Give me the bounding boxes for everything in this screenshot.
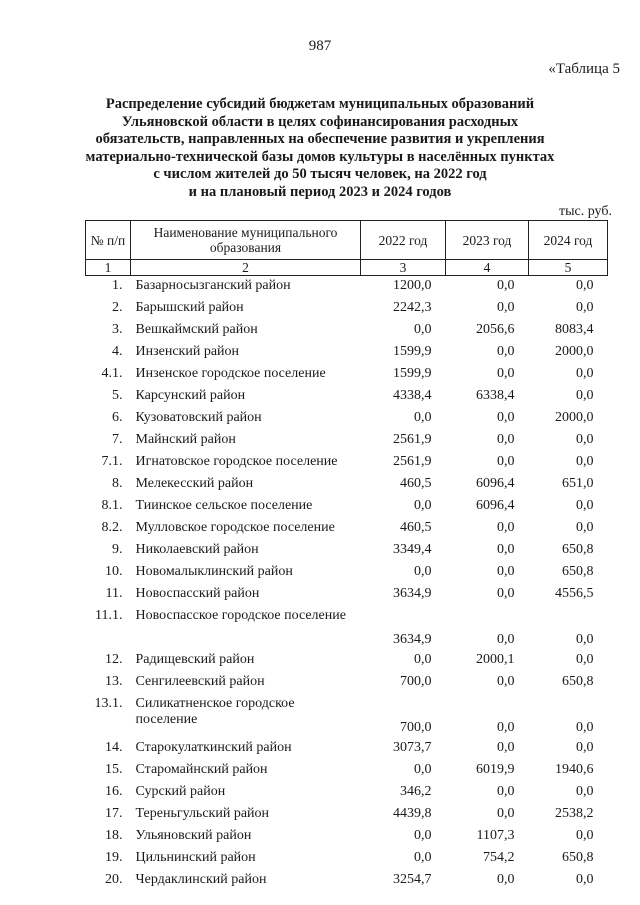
- value-2024: 0,0: [576, 432, 594, 447]
- municipality-name: Старокулаткинский район: [135, 740, 292, 755]
- table-row: [86, 870, 608, 892]
- row-number: 11.1.: [95, 608, 123, 623]
- value-2023: 0,0: [497, 520, 515, 535]
- value-2023: 1107,3: [476, 828, 515, 843]
- municipality-name: Николаевский район: [135, 542, 259, 557]
- value-2024: 0,0: [576, 828, 594, 843]
- title-line: и на плановый период 2023 и 2024 годов: [188, 183, 452, 200]
- value-2022: 3634,9: [393, 586, 432, 601]
- value-2022: 3254,7: [393, 872, 432, 887]
- row-number: 7.1.: [101, 454, 123, 469]
- value-2022: 1599,9: [393, 344, 432, 359]
- municipality-name: Мелекесский район: [135, 476, 254, 491]
- value-2023: 0,0: [497, 720, 515, 735]
- page-number: 987: [308, 38, 332, 54]
- row-number: 13.: [105, 674, 123, 689]
- municipality-name: Новоспасское городское поселение: [135, 608, 346, 623]
- value-2023: 0,0: [497, 740, 515, 755]
- municipality-name: Игнатовское городское поселение: [135, 454, 338, 469]
- value-2022: 2242,3: [393, 300, 432, 315]
- table-row: [86, 276, 608, 299]
- table-title: [60, 96, 580, 202]
- value-2024: 650,8: [562, 674, 594, 689]
- value-2024: 0,0: [576, 278, 594, 293]
- value-2022: 0,0: [414, 564, 432, 579]
- municipality-name: Барышский район: [135, 300, 244, 315]
- value-2022: 460,5: [400, 476, 432, 491]
- value-2022: 2561,9: [393, 432, 432, 447]
- value-2024: 0,0: [576, 498, 594, 513]
- value-2024: 0,0: [576, 720, 594, 735]
- header-row: [86, 221, 608, 260]
- table-row: [86, 430, 608, 452]
- row-number: 12.: [105, 652, 123, 667]
- value-2022: 3349,4: [393, 542, 432, 557]
- value-2022: 0,0: [414, 850, 432, 865]
- title-line: обязательств, направленных на обеспечение развития и укрепления: [95, 131, 545, 148]
- value-2022: 0,0: [414, 410, 432, 425]
- value-2023: 0,0: [497, 366, 515, 381]
- municipality-name: Майнский район: [135, 432, 236, 447]
- value-2024: 1940,6: [555, 762, 594, 777]
- table-row: [86, 540, 608, 562]
- value-2022: 0,0: [414, 498, 432, 513]
- value-2023: 0,0: [497, 344, 515, 359]
- row-number: 10.: [105, 564, 123, 579]
- municipality-name: Вешкаймский район: [135, 322, 258, 337]
- row-number: 9.: [112, 542, 123, 557]
- table-row: [86, 386, 608, 408]
- value-2024: 0,0: [576, 388, 594, 403]
- title-line: Распределение субсидий бюджетам муниципальных образований: [105, 96, 535, 112]
- value-2023: 0,0: [497, 432, 515, 447]
- row-number: 4.1.: [101, 366, 123, 381]
- header-name: Наименование муниципального образования: [131, 221, 361, 260]
- municipality-name: Старомайнский район: [135, 762, 268, 777]
- table-row: [86, 320, 608, 342]
- value-2022: 0,0: [414, 828, 432, 843]
- value-2023: 2000,1: [476, 652, 515, 667]
- table-label: «Таблица 5: [548, 61, 620, 77]
- row-number: 2.: [112, 300, 123, 315]
- municipality-name: Новомалыклинский район: [135, 564, 293, 579]
- value-2022: 4338,4: [393, 388, 432, 403]
- value-2023: 0,0: [497, 410, 515, 425]
- column-number: 4: [446, 260, 529, 276]
- row-number: 17.: [105, 806, 123, 821]
- row-number: 8.1.: [101, 498, 123, 513]
- value-2024: 0,0: [576, 454, 594, 469]
- table-row: [86, 342, 608, 364]
- table-row: [86, 408, 608, 430]
- table-row: [86, 760, 608, 782]
- value-2023: 6019,9: [476, 762, 515, 777]
- value-2023: 6338,4: [476, 388, 515, 403]
- value-2024: 0,0: [576, 652, 594, 667]
- municipality-name: Тиинское сельское поселение: [135, 498, 313, 513]
- value-2024: 650,8: [562, 542, 594, 557]
- value-2022: 700,0: [400, 720, 432, 735]
- row-number: 11.: [105, 586, 123, 601]
- table-row: [86, 452, 608, 474]
- value-2024: 4556,5: [555, 586, 594, 601]
- column-number: 3: [361, 260, 446, 276]
- value-2024: 0,0: [576, 740, 594, 755]
- municipality-name: Мулловское городское поселение: [135, 520, 335, 535]
- column-number: 5: [529, 260, 608, 276]
- municipality-name: Новоспасский район: [135, 586, 260, 601]
- value-2023: 6096,4: [476, 498, 515, 513]
- municipality-name: Чердаклинский район: [135, 872, 267, 887]
- value-2022: 346,2: [400, 784, 432, 799]
- title-line: Ульяновской области в целях софинансирования расходных: [121, 113, 519, 130]
- value-2022: 1200,0: [393, 278, 432, 293]
- table-row: [86, 298, 608, 320]
- title-line: материально-технической базы домов культуры в населённых пунктах: [85, 148, 555, 165]
- value-2024: 0,0: [576, 872, 594, 887]
- header-num: № п/п: [86, 221, 131, 260]
- column-number: 2: [131, 260, 361, 276]
- value-2022: 700,0: [400, 674, 432, 689]
- value-2024: 650,8: [562, 564, 594, 579]
- table-row: [86, 496, 608, 518]
- table-row: [86, 474, 608, 496]
- row-number: 7.: [112, 432, 123, 447]
- municipality-name: Радищевский район: [135, 652, 255, 667]
- table-row: [86, 782, 608, 804]
- row-number: 5.: [112, 388, 123, 403]
- header-2023: 2023 год: [446, 221, 529, 260]
- municipality-name: Кузоватовский район: [135, 410, 262, 425]
- municipality-name: Тереньгульский район: [135, 806, 270, 821]
- value-2022: 0,0: [414, 652, 432, 667]
- column-number-row: [86, 260, 608, 276]
- value-2023: 0,0: [497, 454, 515, 469]
- value-2024: 0,0: [576, 784, 594, 799]
- value-2023: 0,0: [497, 586, 515, 601]
- value-2023: 0,0: [497, 564, 515, 579]
- value-2022: 4439,8: [393, 806, 432, 821]
- row-number: 3.: [112, 322, 123, 337]
- value-2022: 3073,7: [393, 740, 432, 755]
- municipality-name: Карсунский район: [135, 388, 246, 403]
- municipality-name: Цильнинский район: [135, 850, 256, 865]
- table-row: [86, 672, 608, 694]
- units-label: тыс. руб.: [559, 204, 612, 219]
- value-2024: 0,0: [576, 300, 594, 315]
- value-2023: 0,0: [497, 806, 515, 821]
- value-2022: 3634,9: [393, 632, 432, 647]
- table-row: [86, 738, 608, 760]
- table-row: [86, 804, 608, 826]
- value-2022: 1599,9: [393, 366, 432, 381]
- value-2024: 0,0: [576, 520, 594, 535]
- value-2024: 2000,0: [555, 344, 594, 359]
- table-row: [86, 584, 608, 606]
- row-number: 8.2.: [101, 520, 123, 535]
- municipality-name: Сенгилеевский район: [135, 674, 265, 689]
- table-row: [86, 848, 608, 870]
- municipality-name: Инзенское городское поселение: [135, 366, 326, 381]
- row-number: 19.: [105, 850, 123, 865]
- row-number: 4.: [112, 344, 123, 359]
- value-2024: 650,8: [562, 850, 594, 865]
- value-2023: 0,0: [497, 872, 515, 887]
- value-2022: 2561,9: [393, 454, 432, 469]
- value-2023: 0,0: [497, 632, 515, 647]
- table-row: [86, 562, 608, 584]
- value-2023: 754,2: [483, 850, 515, 865]
- row-number: 15.: [105, 762, 123, 777]
- value-2024: 2538,2: [555, 806, 594, 821]
- row-number: 8.: [112, 476, 123, 491]
- row-number: 6.: [112, 410, 123, 425]
- title-line: с числом жителей до 50 тысяч человек, на 2022 год: [153, 166, 487, 183]
- value-2023: 0,0: [497, 300, 515, 315]
- row-number: 18.: [105, 828, 123, 843]
- table-body: [86, 276, 608, 893]
- header-2022: 2022 год: [361, 221, 446, 260]
- value-2023: 0,0: [497, 784, 515, 799]
- row-number: 20.: [105, 872, 123, 887]
- row-number: 16.: [105, 784, 123, 799]
- table-row: [86, 650, 608, 672]
- header-2024: 2024 год: [529, 221, 608, 260]
- municipality-name: Базарносызганский район: [135, 278, 291, 293]
- municipality-name: Инзенский район: [135, 344, 240, 359]
- table-row: [86, 364, 608, 386]
- value-2024: 0,0: [576, 632, 594, 647]
- value-2024: 651,0: [562, 476, 594, 491]
- municipality-name: Ульяновский район: [135, 828, 252, 843]
- table-row: [86, 606, 608, 650]
- value-2024: 0,0: [576, 366, 594, 381]
- row-number: 13.1.: [94, 696, 123, 711]
- row-number: 14.: [105, 740, 123, 755]
- column-number: 1: [86, 260, 131, 276]
- row-number: 1.: [112, 278, 123, 293]
- table-row: [86, 694, 608, 738]
- value-2023: 2056,6: [476, 322, 515, 337]
- value-2024: 2000,0: [555, 410, 594, 425]
- value-2023: 0,0: [497, 674, 515, 689]
- value-2022: 0,0: [414, 322, 432, 337]
- value-2022: 0,0: [414, 762, 432, 777]
- municipality-name: Сурский район: [135, 784, 226, 799]
- subsidy-table: [85, 220, 608, 892]
- value-2024: 8083,4: [555, 322, 594, 337]
- table-row: [86, 518, 608, 540]
- municipality-name: Силикатненское городское поселение: [135, 696, 295, 727]
- value-2023: 6096,4: [476, 476, 515, 491]
- value-2023: 0,0: [497, 542, 515, 557]
- table-row: [86, 826, 608, 848]
- value-2022: 460,5: [400, 520, 432, 535]
- value-2023: 0,0: [497, 278, 515, 293]
